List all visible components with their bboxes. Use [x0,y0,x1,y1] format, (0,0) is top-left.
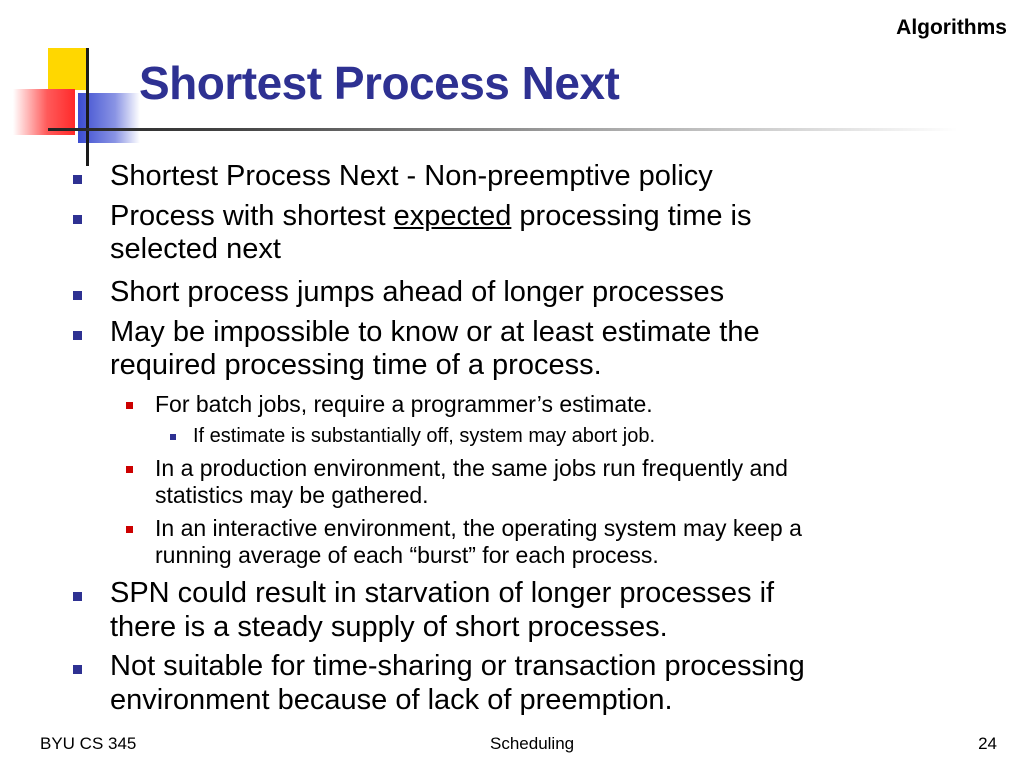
sub-bullet-text-continuation: statistics may be gathered. [155,482,429,508]
sub-bullet-text: In an interactive environment, the operating system may keep a [155,515,802,541]
decorative-logo [0,0,150,170]
sub-bullet-text-continuation: running average of each “burst” for each process. [155,542,659,568]
bullet-text: Short process jumps ahead of longer processes [110,276,725,308]
footer-topic: Scheduling [490,734,575,753]
bullet-text: May be impossible to know or at least estimate the [110,316,760,348]
sub-sub-bullet-text: If estimate is substantially off, system may abort job. [193,425,656,447]
bullet-square-icon [73,331,82,340]
bullet-text-part: processing time is [511,200,752,232]
bullet-text-continuation: there is a steady supply of short processes. [110,611,668,643]
bullet-text-continuation: required processing time of a process. [110,349,602,381]
title-divider [48,128,958,131]
vertical-line [86,48,89,166]
slide-title: Shortest Process Next [139,57,620,109]
bullet-square-icon [73,175,82,184]
bullet-square-icon [126,402,133,409]
bullet-square-icon [73,291,82,300]
yellow-square [48,48,88,90]
sub-bullet-text: In a production environment, the same jobs run frequently and [155,455,788,481]
bullet-square-icon [73,592,82,601]
bullet-text-part: Process with shortest [110,200,394,232]
bullet-text-continuation: environment because of lack of preemption. [110,684,673,716]
bullet-text: Shortest Process Next - Non-preemptive policy [110,160,713,192]
bullet-text [110,200,752,233]
corner-label: Algorithms [896,16,1007,39]
bullet-square-icon [73,665,82,674]
underlined-emphasis: expected [393,200,512,232]
sub-bullet-text: For batch jobs, require a programmer’s estimate. [155,391,653,417]
bullet-square-icon [73,215,82,224]
slide-number: 24 [978,734,997,753]
bullet-square-icon [170,434,176,440]
footer-course: BYU CS 345 [40,734,137,753]
bullet-square-icon [126,526,133,533]
bullet-text-continuation: selected next [110,233,281,265]
bullet-text: Not suitable for time-sharing or transaction processing [110,650,805,682]
bullet-square-icon [126,466,133,473]
bullet-text: SPN could result in starvation of longer processes if [110,577,775,609]
